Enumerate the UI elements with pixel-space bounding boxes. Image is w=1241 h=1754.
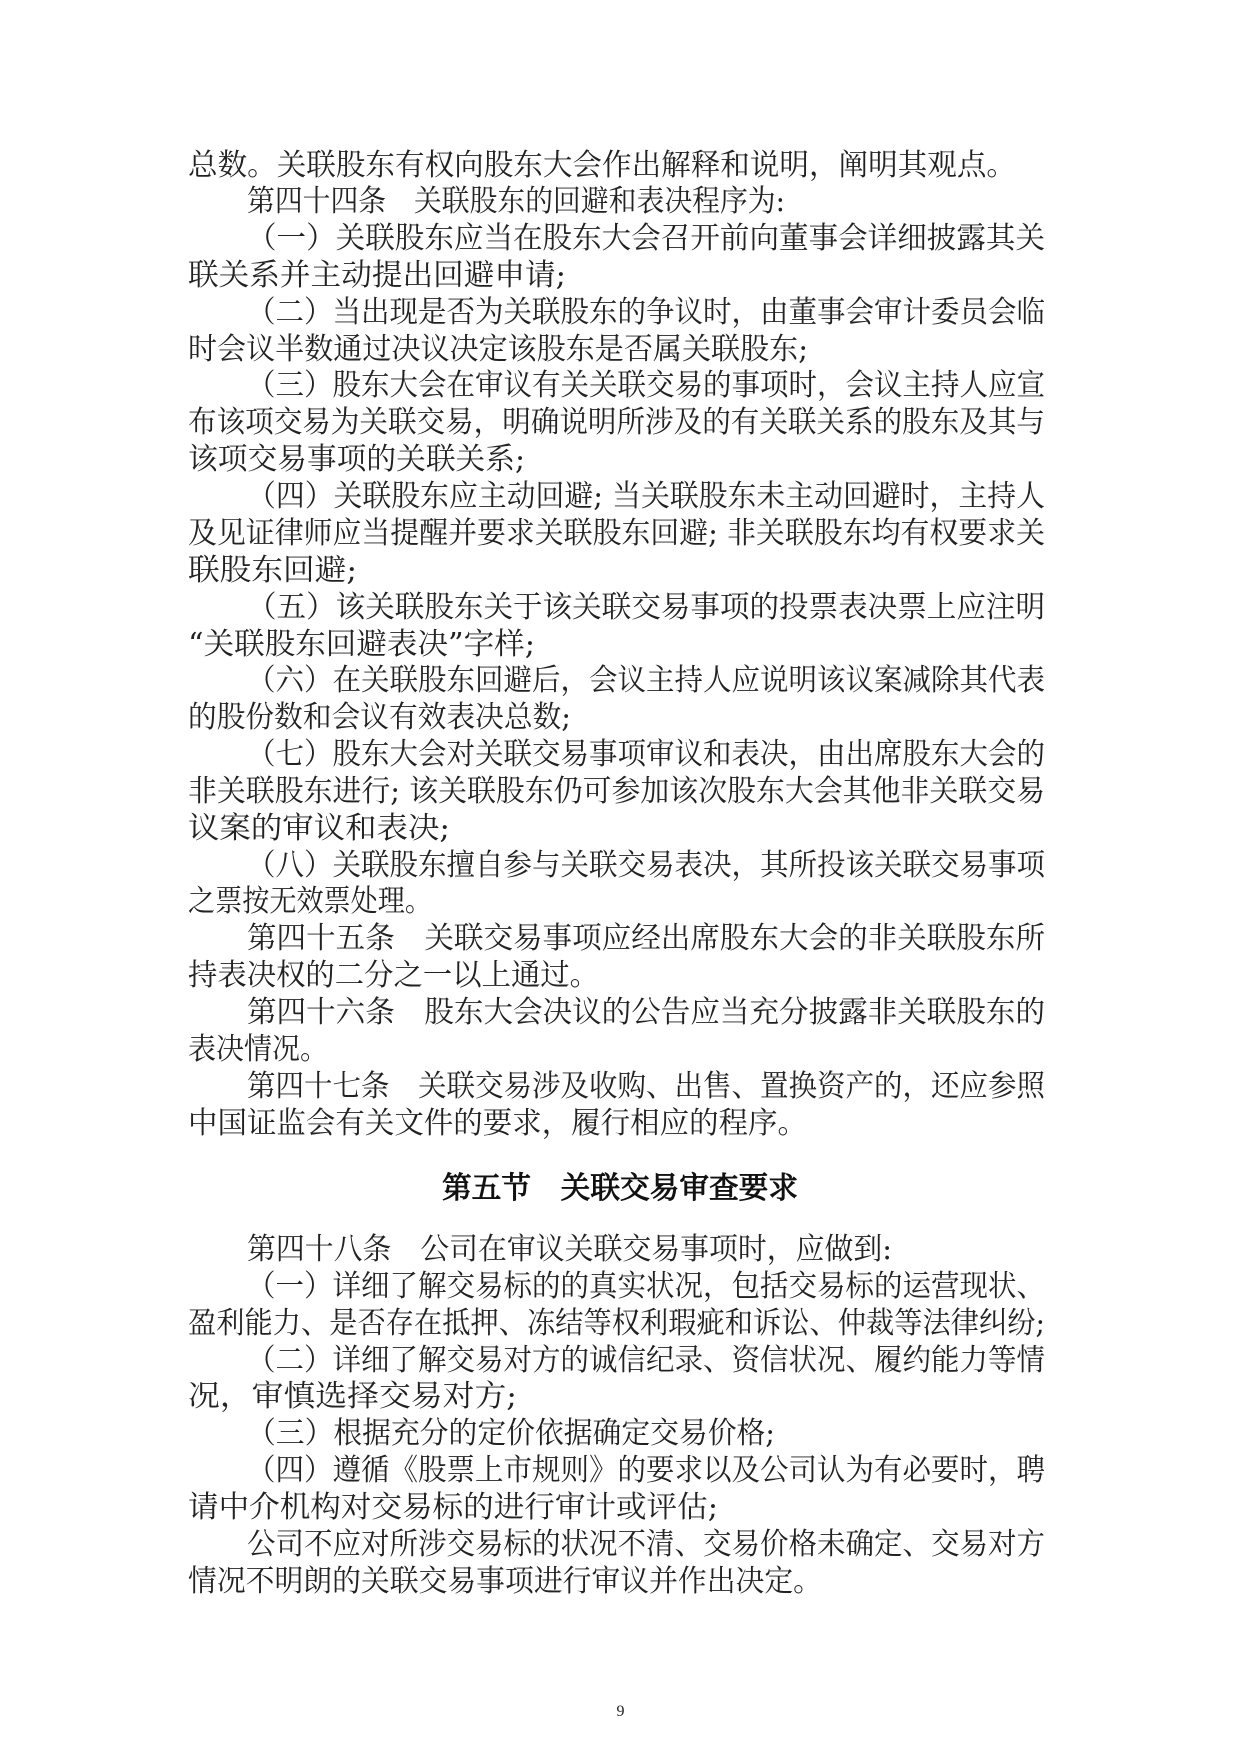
article-44-heading-line: 第四十四条 关联股东的回避和表决程序为: xyxy=(247,184,785,219)
page-number: 9 xyxy=(616,1703,625,1720)
text-line: 盈利能力、是否存在抵押、冻结等权利瑕疵和诉讼、仲裁等法律纠纷; xyxy=(188,1306,1045,1341)
text-line: （七）股东大会对关联交易事项审议和表决，由出席股东大会的 xyxy=(247,737,1045,772)
text-line: 中国证监会有关文件的要求，履行相应的程序。 xyxy=(188,1106,807,1141)
article-46-line: 第四十六条 股东大会决议的公告应当充分披露非关联股东的 xyxy=(247,995,1046,1030)
text-line: （一）详细了解交易标的的真实状况，包括交易标的运营现状、 xyxy=(247,1269,1045,1304)
text-line: 情况不明朗的关联交易事项进行审议并作出决定。 xyxy=(188,1564,822,1599)
text-line: （一）关联股东应当在股东大会召开前向董事会详细披露其关 xyxy=(247,221,1046,256)
text-line: 表决情况。 xyxy=(188,1032,328,1067)
text-line: 之票按无效票处理。 xyxy=(188,884,432,919)
text-line: （二）当出现是否为关联股东的争议时，由董事会审计委员会临 xyxy=(247,295,1045,330)
text-line: 该项交易事项的关联关系; xyxy=(188,442,526,477)
text-line: “关联股东回避表决”字样; xyxy=(188,627,535,662)
text-line: 联关系并主动提出回避申请; xyxy=(188,258,566,293)
text-line: 非关联股东进行; 该关联股东仍可参加该次股东大会其他非关联交易 xyxy=(188,774,1046,809)
text-line: 请中介机构对交易标的进行审计或评估; xyxy=(188,1490,718,1525)
article-45-line: 第四十五条 关联交易事项应经出席股东大会的非关联股东所 xyxy=(247,921,1046,956)
text-line: （五）该关联股东关于该关联交易事项的投票表决票上应注明 xyxy=(247,590,1046,625)
article-48-line: 第四十八条 公司在审议关联交易事项时，应做到: xyxy=(247,1232,892,1267)
text-line: 议案的审议和表决; xyxy=(188,811,450,846)
text-line: （二）详细了解交易对方的诚信纪录、资信状况、履约能力等情 xyxy=(247,1343,1045,1378)
text-line: 况，审慎选择交易对方; xyxy=(188,1379,517,1414)
text-line: 及见证律师应当提醒并要求关联股东回避; 非关联股东均有权要求关 xyxy=(188,516,1046,551)
text-line: （六）在关联股东回避后，会议主持人应说明该议案减除其代表 xyxy=(247,663,1045,698)
text-line: 总数。关联股东有权向股东大会作出解释和说明，阐明其观点。 xyxy=(188,148,1016,183)
text-line: 联股东回避; xyxy=(188,553,357,588)
text-line: 持表决权的二分之一以上通过。 xyxy=(188,958,600,993)
text-line: （三）股东大会在审议有关关联交易的事项时，会议主持人应宣 xyxy=(247,368,1045,403)
text-line: （四）遵循《股票上市规则》的要求以及公司认为有必要时，聘 xyxy=(247,1453,1045,1488)
text-line: （三）根据充分的定价依据确定交易价格; xyxy=(247,1416,775,1451)
text-line: 布该项交易为关联交易，明确说明所涉及的有关联关系的股东及其与 xyxy=(188,405,1045,440)
text-line: 时会议半数通过决议决定该股东是否属关联股东; xyxy=(188,332,809,367)
section-title: 第五节 关联交易审查要求 xyxy=(442,1171,799,1206)
text-line: （八）关联股东擅自参与关联交易表决，其所投该关联交易事项 xyxy=(247,848,1045,883)
text-line: 的股份数和会议有效表决总数; xyxy=(188,700,571,735)
article-47-line: 第四十七条 关联交易涉及收购、出售、置换资产的，还应参照 xyxy=(247,1069,1045,1104)
text-line: （四）关联股东应主动回避; 当关联股东未主动回避时，主持人 xyxy=(247,479,1045,514)
text-line: 公司不应对所涉交易标的状况不清、交易价格未确定、交易对方 xyxy=(247,1527,1045,1562)
